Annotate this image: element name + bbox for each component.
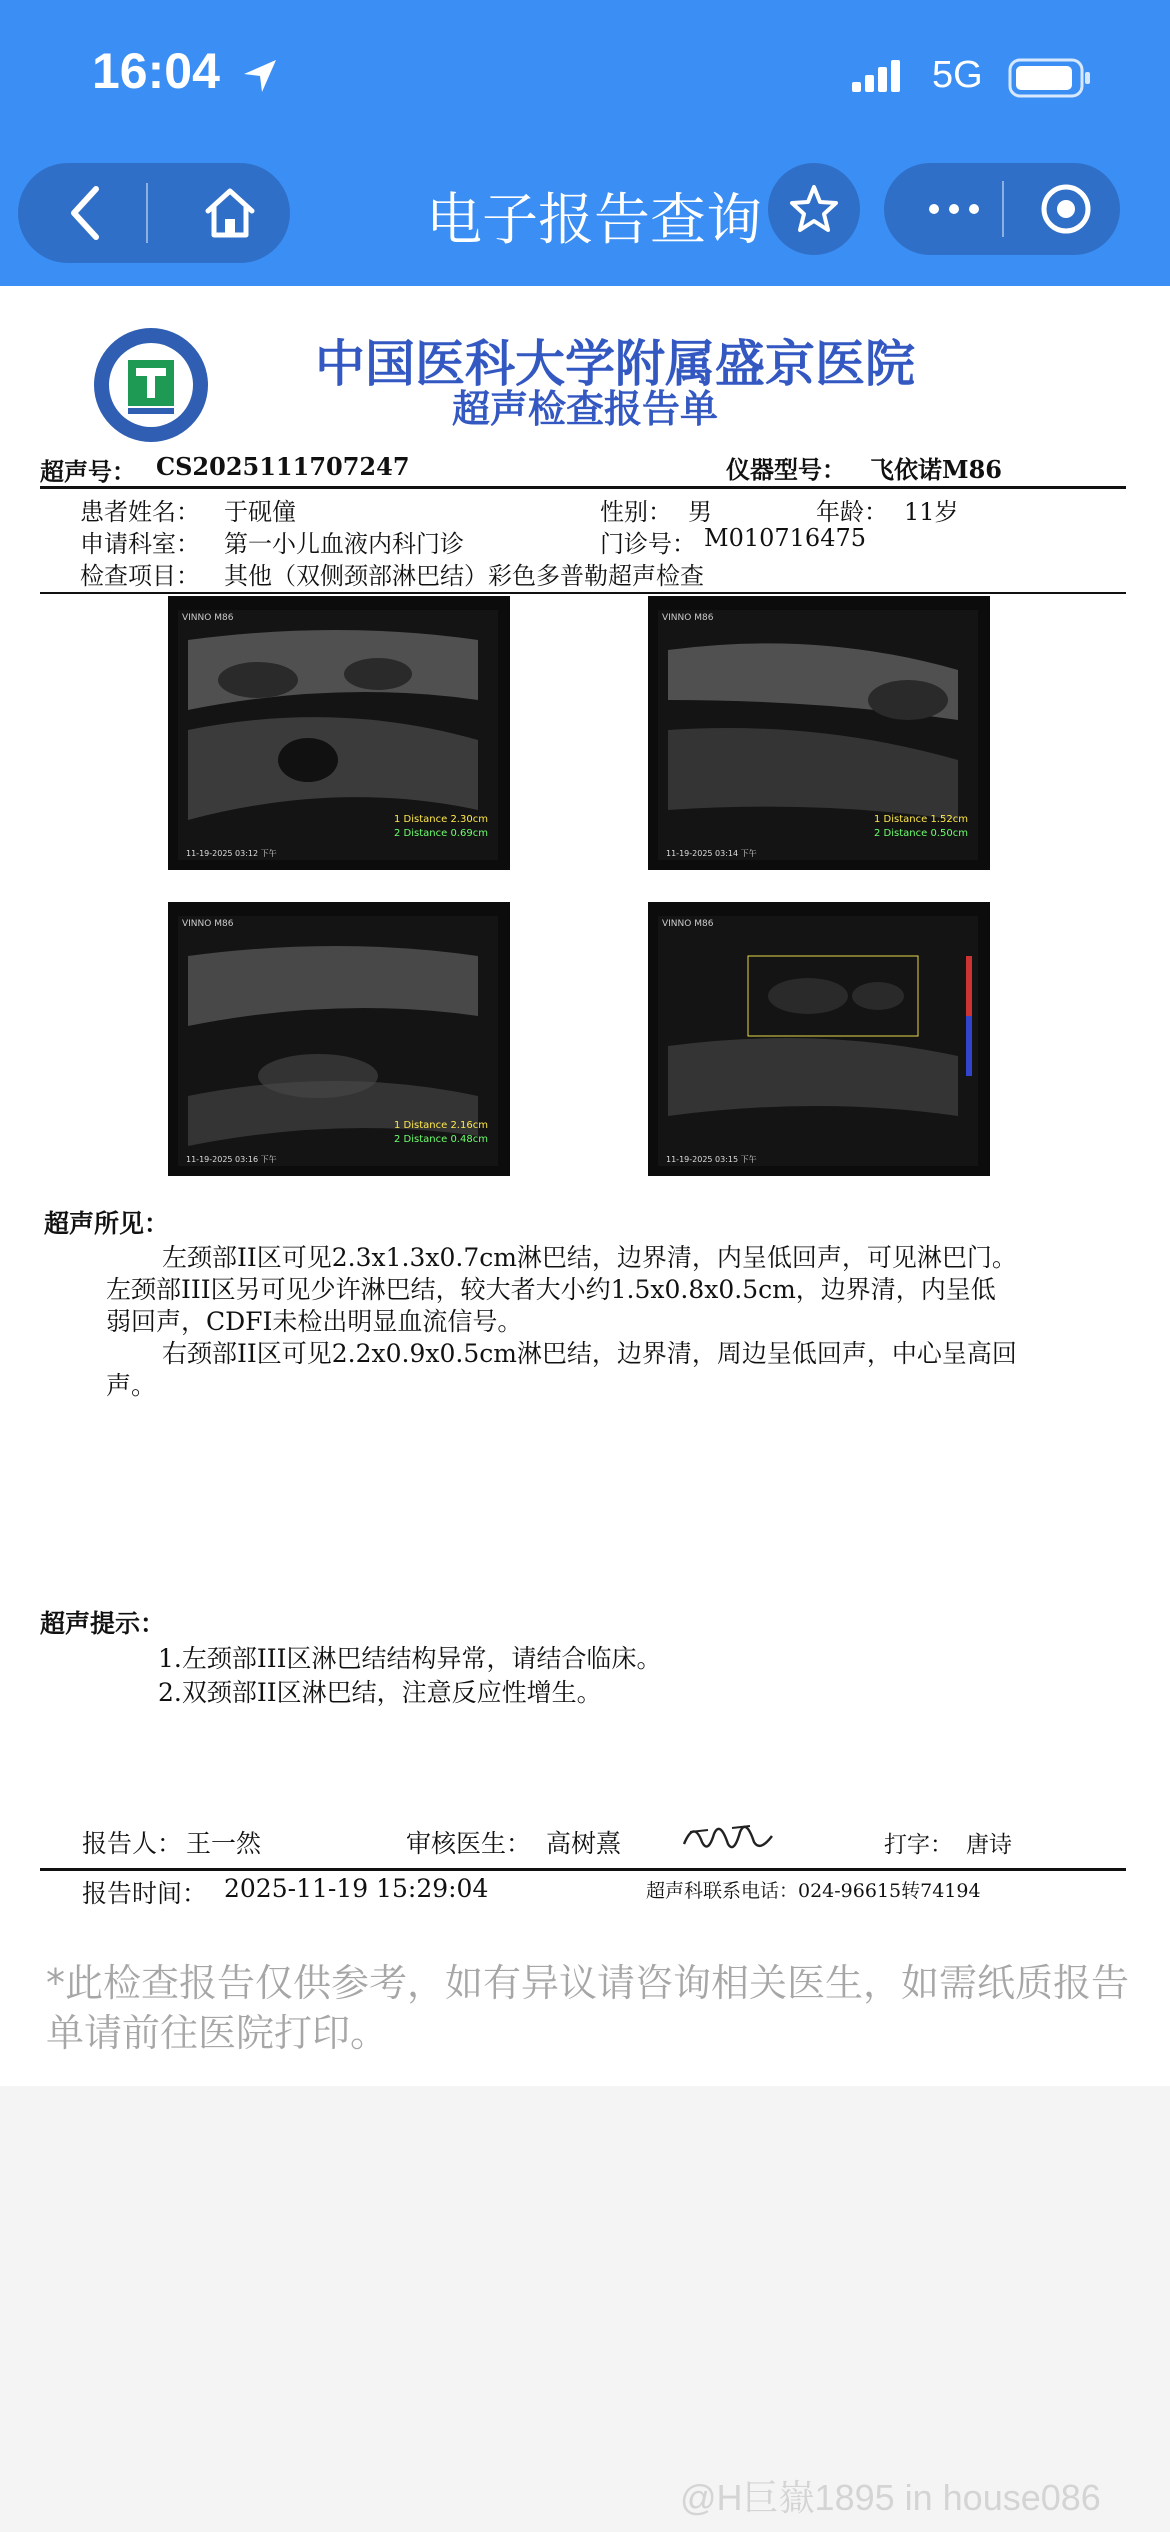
device-model: 飞依诺M86 bbox=[870, 455, 1002, 484]
battery-icon bbox=[1008, 58, 1092, 98]
distance-1: 1 Distance 2.16cm bbox=[394, 1120, 488, 1131]
conclusion-block bbox=[158, 1642, 661, 1710]
ultrasound-no-label: 超声号： bbox=[40, 457, 136, 486]
typist-label: 打字： bbox=[884, 1832, 953, 1858]
back-button[interactable] bbox=[50, 163, 122, 263]
svg-text:VINNO M86: VINNO M86 bbox=[662, 613, 714, 623]
findings-line: 左颈部III区另可见少许淋巴结，较大者大小约1.5x0.8x0.5cm，边界清，内呈低 bbox=[106, 1275, 996, 1304]
device-label: 仪器型号： bbox=[726, 455, 846, 484]
status-time: 16:04 bbox=[92, 43, 220, 99]
target-circle-icon bbox=[1038, 181, 1094, 237]
report-time-label: 报告时间： bbox=[82, 1879, 208, 1908]
svg-text:VINNO M86: VINNO M86 bbox=[182, 919, 234, 929]
dept-label: 申请科室： bbox=[80, 530, 200, 558]
scan-timestamp: 11-19-2025 03:14 下午 bbox=[666, 849, 757, 858]
report-time: 2025-11-19 15:29:04 bbox=[224, 1874, 489, 1903]
patient-name: 于砚僮 bbox=[224, 498, 296, 526]
nav-divider bbox=[146, 183, 148, 243]
scan-timestamp: 11-19-2025 03:15 下午 bbox=[666, 1155, 757, 1164]
contact-phone: 超声科联系电话：024-96615转74194 bbox=[646, 1880, 981, 1902]
svg-text:VINNO M86: VINNO M86 bbox=[662, 919, 714, 929]
svg-text:VINNO M86: VINNO M86 bbox=[182, 613, 234, 623]
age-label: 年龄： bbox=[816, 498, 888, 526]
report-sheet bbox=[0, 286, 1170, 2086]
findings-line: 声。 bbox=[106, 1371, 157, 1400]
findings-line: 左颈部II区可见2.3x1.3x0.7cm淋巴结，边界清，内呈低回声，可见淋巴门。 bbox=[162, 1243, 1017, 1272]
star-icon bbox=[787, 182, 841, 236]
nav-left-group bbox=[18, 163, 290, 263]
home-button[interactable] bbox=[194, 163, 266, 263]
info-divider bbox=[40, 592, 1126, 594]
findings-block bbox=[106, 1242, 1136, 1402]
signal-icon bbox=[852, 58, 916, 92]
dept-value: 第一小儿血液内科门诊 bbox=[224, 530, 464, 558]
close-miniprogram-button[interactable] bbox=[1026, 163, 1106, 255]
nav-right-group bbox=[884, 163, 1120, 255]
gender-value: 男 bbox=[688, 498, 712, 526]
form-title: 超声检查报告单 bbox=[451, 386, 718, 431]
ultrasound-no: CS2025111707247 bbox=[156, 452, 410, 481]
location-arrow-icon bbox=[240, 56, 280, 96]
findings-line: 右颈部II区可见2.2x0.9x0.5cm淋巴结，边界清，周边呈低回声，中心呈高回 bbox=[162, 1339, 1017, 1368]
reviewer-name: 高树熹 bbox=[546, 1829, 622, 1858]
nav-divider bbox=[1002, 181, 1004, 237]
distance-1: 1 Distance 2.30cm bbox=[394, 814, 488, 825]
footer-divider bbox=[40, 1868, 1126, 1871]
handwritten-signature-icon bbox=[680, 1814, 780, 1858]
conclusion-line: 2.双颈部II区淋巴结，注意反应性增生。 bbox=[158, 1678, 602, 1707]
ultrasound-image[interactable] bbox=[648, 902, 990, 1176]
conclusion-line: 1.左颈部III区淋巴结结构异常，请结合临床。 bbox=[158, 1644, 662, 1673]
reporter-label: 报告人： bbox=[82, 1829, 183, 1858]
more-dot-icon bbox=[949, 204, 959, 214]
network-type: 5G bbox=[932, 54, 983, 96]
ultrasound-scan-picture bbox=[658, 916, 978, 1166]
home-icon bbox=[200, 183, 260, 243]
page-title: 电子报告查询 bbox=[426, 188, 762, 253]
conclusion-title: 超声提示： bbox=[40, 1609, 166, 1638]
findings-title: 超声所见： bbox=[44, 1209, 170, 1238]
disclaimer-text: *此检查报告仅供参考，如有异议请咨询相关医生，如需纸质报告单请前往医院打印。 bbox=[46, 1961, 1130, 2055]
findings-line: 弱回声，CDFI未检出明显血流信号。 bbox=[106, 1307, 523, 1336]
distance-2: 2 Distance 0.50cm bbox=[874, 828, 968, 839]
clinic-no: M010716475 bbox=[704, 524, 866, 552]
gender-label: 性别： bbox=[600, 498, 672, 526]
age-value: 11岁 bbox=[904, 498, 959, 526]
typist-name: 唐诗 bbox=[966, 1832, 1012, 1858]
ultrasound-image[interactable] bbox=[168, 596, 510, 870]
distance-2: 2 Distance 0.48cm bbox=[394, 1134, 488, 1145]
chevron-left-icon bbox=[66, 183, 106, 243]
hospital-name: 中国医科大学附属盛京医院 bbox=[315, 334, 915, 393]
more-dot-icon bbox=[969, 204, 979, 214]
top-bar bbox=[0, 0, 1170, 286]
clinic-label: 门诊号： bbox=[600, 530, 696, 558]
patient-label: 患者姓名： bbox=[80, 498, 200, 526]
item-label: 检查项目： bbox=[80, 562, 200, 590]
more-dot-icon bbox=[929, 204, 939, 214]
scan-timestamp: 11-19-2025 03:16 下午 bbox=[186, 1155, 277, 1164]
reviewer-label: 审核医生： bbox=[406, 1829, 532, 1858]
ultrasound-image[interactable] bbox=[648, 596, 990, 870]
reporter-name: 王一然 bbox=[186, 1829, 262, 1858]
more-button[interactable] bbox=[914, 163, 994, 255]
ultrasound-image[interactable] bbox=[168, 902, 510, 1176]
header-divider bbox=[40, 486, 1126, 489]
scan-timestamp: 11-19-2025 03:12 下午 bbox=[186, 849, 277, 858]
favorite-button[interactable] bbox=[768, 163, 860, 255]
item-value: 其他（双侧颈部淋巴结）彩色多普勒超声检查 bbox=[224, 562, 704, 590]
watermark: @H巨嶽1895 in house086 bbox=[680, 2477, 1101, 2518]
distance-1: 1 Distance 1.52cm bbox=[874, 814, 968, 825]
distance-2: 2 Distance 0.69cm bbox=[394, 828, 488, 839]
